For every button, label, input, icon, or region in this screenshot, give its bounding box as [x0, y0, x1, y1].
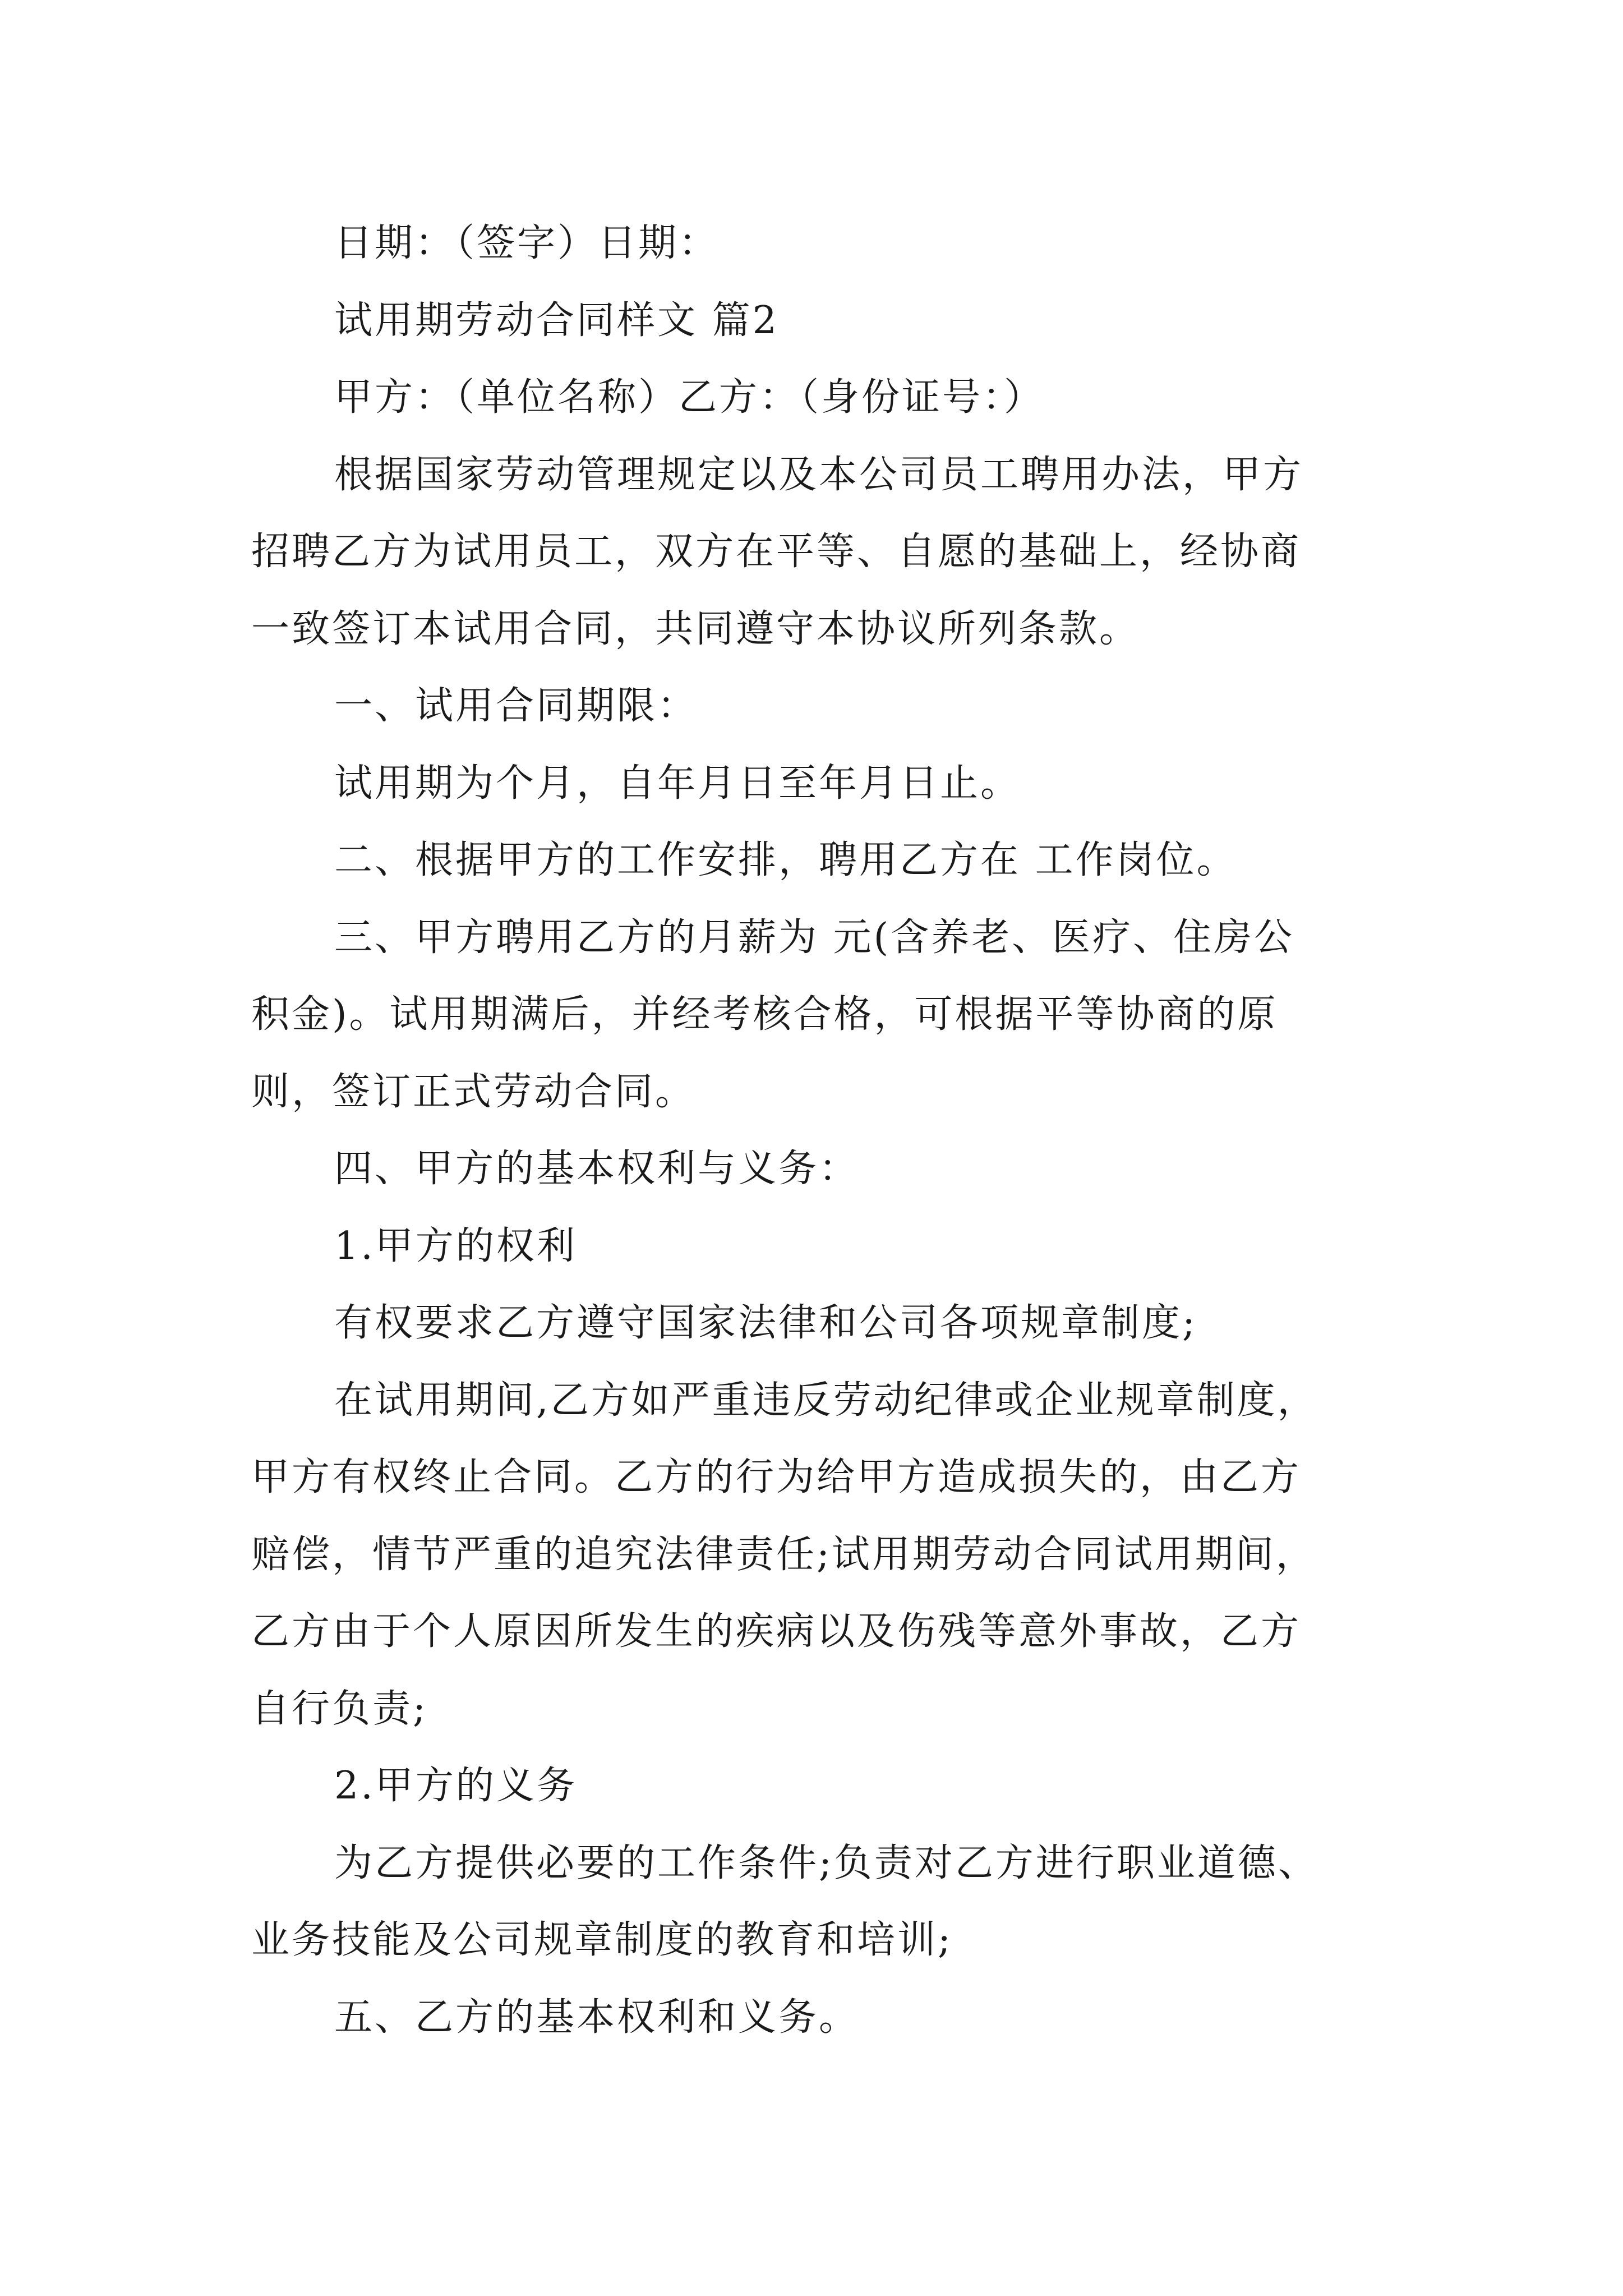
paragraph-line: 自行负责;	[251, 1686, 428, 1731]
paragraph-line: 根据国家劳动管理规定以及本公司员工聘用办法，甲方	[334, 452, 1304, 497]
paragraph-line: 赔偿，情节严重的追究法律责任;试用期劳动合同试用期间，	[251, 1532, 1316, 1577]
paragraph-line: 业务技能及公司规章制度的教育和培训;	[251, 1918, 953, 1962]
signature-date-line: 日期：（签字）日期：	[334, 221, 720, 265]
paragraph-line: 甲方有权终止合同。乙方的行为给甲方造成损失的，由乙方	[251, 1455, 1302, 1499]
paragraph-line: 有权要求乙方遵守国家法律和公司各项规章制度;	[334, 1301, 1197, 1345]
subclause-heading: 2.甲方的义务	[334, 1764, 577, 1808]
paragraph-line: 乙方由于个人原因所发生的疾病以及伤残等意外事故，乙方	[251, 1609, 1302, 1654]
clause-heading: 五、乙方的基本权利和义务。	[334, 1995, 860, 2040]
parties-line: 甲方：（单位名称）乙方：（身份证号：）	[334, 375, 1045, 420]
paragraph-line: 招聘乙方为试用员工，双方在平等、自愿的基础上，经协商	[251, 530, 1302, 574]
clause-heading: 一、试用合同期限：	[334, 684, 698, 728]
section-title: 试用期劳动合同样文 篇2	[334, 298, 779, 343]
clause-heading: 二、根据甲方的工作安排，聘用乙方在 工作岗位。	[334, 838, 1237, 882]
subclause-heading: 1.甲方的权利	[334, 1223, 577, 1268]
document-body	[251, 205, 1390, 2056]
paragraph-line: 则，签订正式劳动合同。	[251, 1069, 696, 1114]
paragraph-line: 积金)。试用期满后，并经考核合格，可根据平等协商的原	[251, 992, 1278, 1037]
clause-heading: 四、甲方的基本权利与义务：	[334, 1147, 860, 1191]
paragraph-line: 试用期为个月，自年月日至年月日止。	[334, 761, 1021, 806]
clause-heading: 三、甲方聘用乙方的月薪为 元(含养老、医疗、住房公	[334, 915, 1295, 960]
paragraph-line: 在试用期间,乙方如严重违反劳动纪律或企业规章制度，	[334, 1378, 1318, 1423]
paragraph-line: 为乙方提供必要的工作条件;负责对乙方进行职业道德、	[334, 1841, 1318, 1885]
paragraph-line: 一致签订本试用合同，共同遵守本协议所列条款。	[251, 606, 1140, 651]
